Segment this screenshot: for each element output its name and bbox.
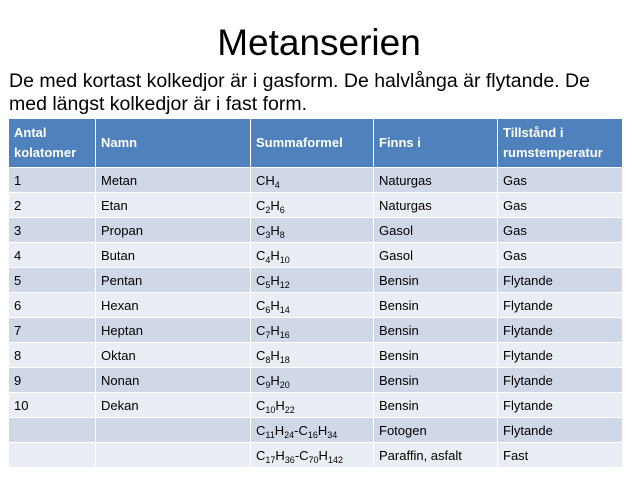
cell-finns-i: Bensin [374, 268, 498, 293]
formula-element: H [318, 447, 328, 463]
cell-summaformel [251, 243, 374, 268]
formula-element: C [256, 347, 266, 363]
cell-antal-kolatomer [9, 443, 96, 468]
header-summaformel: Summaformel [251, 119, 374, 168]
formula-subscript: 10 [265, 404, 276, 415]
cell-tillstand: Gas [498, 218, 623, 243]
intro-text: De med kortast kolkedjor är i gasform. De halvlånga är flytande. De med längst kolkedjor är i fast form. [9, 70, 590, 115]
cell-finns-i: Bensin [374, 293, 498, 318]
formula-subscript: 18 [279, 354, 290, 365]
cell-finns-i: Bensin [374, 368, 498, 393]
formula-subscript: 14 [279, 304, 290, 315]
cell-namn: Propan [96, 218, 251, 243]
cell-tillstand: Flytande [498, 368, 623, 393]
formula-element: C [256, 447, 266, 463]
cell-namn [96, 418, 251, 443]
formula-element: H [270, 272, 280, 288]
cell-tillstand: Gas [498, 193, 623, 218]
cell-namn: Oktan [96, 343, 251, 368]
formula-element: H [270, 297, 280, 313]
table-row [9, 293, 623, 318]
formula-element: C [256, 297, 266, 313]
cell-tillstand: Gas [498, 168, 623, 193]
cell-antal-kolatomer: 10 [9, 393, 96, 418]
cell-summaformel [251, 218, 374, 243]
cell-summaformel [251, 418, 374, 443]
formula-subscript: 3 [265, 229, 271, 240]
cell-summaformel [251, 343, 374, 368]
table-row [9, 318, 623, 343]
formula-element: H [317, 422, 328, 438]
formula-element: C [256, 222, 266, 238]
formula-subscript: 20 [279, 379, 290, 390]
cell-tillstand: Flytande [498, 293, 623, 318]
cell-antal-kolatomer: 2 [9, 193, 96, 218]
cell-finns-i: Naturgas [374, 193, 498, 218]
cell-finns-i: Fotogen [374, 418, 498, 443]
cell-antal-kolatomer: 6 [9, 293, 96, 318]
formula-subscript: 36 [284, 454, 295, 465]
cell-antal-kolatomer: 4 [9, 243, 96, 268]
table-row [9, 343, 623, 368]
cell-finns-i: Paraffin, asfalt [374, 443, 498, 468]
formula-subscript: 16 [307, 429, 318, 440]
formula-subscript: 6 [279, 204, 285, 215]
formula-element: H [275, 397, 285, 413]
formula-subscript: 7 [265, 329, 271, 340]
formula-subscript: 2 [265, 204, 271, 215]
cell-finns-i: Bensin [374, 318, 498, 343]
cell-antal-kolatomer [9, 418, 96, 443]
page-title: Metanserien [217, 22, 421, 63]
formula-element: -C [294, 447, 309, 463]
formula-element: C [256, 322, 266, 338]
cell-summaformel [251, 368, 374, 393]
formula-subscript: 142 [327, 454, 343, 465]
cell-tillstand: Flytande [498, 393, 623, 418]
table-row [9, 218, 623, 243]
formula-subscript: 9 [265, 379, 271, 390]
cell-antal-kolatomer: 9 [9, 368, 96, 393]
formula-element: H [274, 422, 285, 438]
cell-namn: Heptan [96, 318, 251, 343]
cell-namn [96, 443, 251, 468]
cell-namn: Hexan [96, 293, 251, 318]
cell-summaformel [251, 393, 374, 418]
formula-element: H [270, 347, 280, 363]
formula-element: H [265, 172, 275, 188]
formula-subscript: 4 [274, 179, 280, 190]
cell-namn: Metan [96, 168, 251, 193]
table-row [9, 243, 623, 268]
cell-finns-i: Bensin [374, 343, 498, 368]
formula-element: C [256, 197, 266, 213]
formula-subscript: 8 [265, 354, 271, 365]
cell-tillstand: Fast [498, 443, 623, 468]
cell-summaformel [251, 443, 374, 468]
cell-summaformel [251, 168, 374, 193]
cell-summaformel [251, 193, 374, 218]
cell-antal-kolatomer: 5 [9, 268, 96, 293]
formula-subscript: 22 [284, 404, 295, 415]
formula-subscript: 5 [265, 279, 271, 290]
cell-tillstand: Gas [498, 243, 623, 268]
cell-finns-i: Bensin [374, 393, 498, 418]
cell-tillstand: Flytande [498, 268, 623, 293]
cell-namn: Butan [96, 243, 251, 268]
formula-subscript: 16 [279, 329, 290, 340]
table-header-row [9, 119, 623, 168]
table-row [9, 418, 623, 443]
table-row [9, 168, 623, 193]
cell-tillstand: Flytande [498, 318, 623, 343]
header-antal-kolatomer: Antal kolatomer [9, 119, 96, 168]
formula-subscript: 8 [279, 229, 285, 240]
formula-element: H [270, 222, 280, 238]
formula-subscript: 17 [265, 454, 276, 465]
formula-element: H [270, 372, 280, 388]
formula-element: -C [294, 422, 308, 438]
formula-subscript: 6 [265, 304, 271, 315]
cell-antal-kolatomer: 1 [9, 168, 96, 193]
formula-subscript: 11 [265, 429, 275, 440]
cell-namn: Etan [96, 193, 251, 218]
cell-tillstand: Flytande [498, 418, 623, 443]
header-finns-i: Finns i [374, 119, 498, 168]
formula-element: H [270, 322, 280, 338]
cell-antal-kolatomer: 3 [9, 218, 96, 243]
table-row [9, 193, 623, 218]
formula-element: H [275, 447, 285, 463]
table-row [9, 393, 623, 418]
formula-element: H [270, 197, 280, 213]
cell-namn: Dekan [96, 393, 251, 418]
cell-finns-i: Gasol [374, 243, 498, 268]
formula-element: C [256, 397, 266, 413]
formula-element: C [256, 422, 266, 438]
formula-element: H [270, 247, 280, 263]
formula-subscript: 70 [308, 454, 319, 465]
cell-antal-kolatomer: 7 [9, 318, 96, 343]
table-row [9, 268, 623, 293]
cell-namn: Pentan [96, 268, 251, 293]
cell-summaformel [251, 293, 374, 318]
methane-series-table [8, 118, 623, 468]
formula-subscript: 4 [265, 254, 271, 265]
cell-antal-kolatomer: 8 [9, 343, 96, 368]
cell-namn: Nonan [96, 368, 251, 393]
header-namn: Namn [96, 119, 251, 168]
cell-tillstand: Flytande [498, 343, 623, 368]
formula-element: C [256, 272, 266, 288]
formula-subscript: 10 [279, 254, 290, 265]
formula-subscript: 34 [327, 429, 338, 440]
cell-finns-i: Gasol [374, 218, 498, 243]
formula-subscript: 12 [279, 279, 290, 290]
formula-element: C [256, 172, 266, 188]
formula-element: C [256, 372, 266, 388]
cell-finns-i: Naturgas [374, 168, 498, 193]
cell-summaformel [251, 268, 374, 293]
table-row [9, 443, 623, 468]
table-row [9, 368, 623, 393]
formula-element: C [256, 247, 266, 263]
formula-subscript: 24 [284, 429, 295, 440]
cell-summaformel [251, 318, 374, 343]
header-tillstand: Tillstånd i rumstemperatur [498, 119, 623, 168]
